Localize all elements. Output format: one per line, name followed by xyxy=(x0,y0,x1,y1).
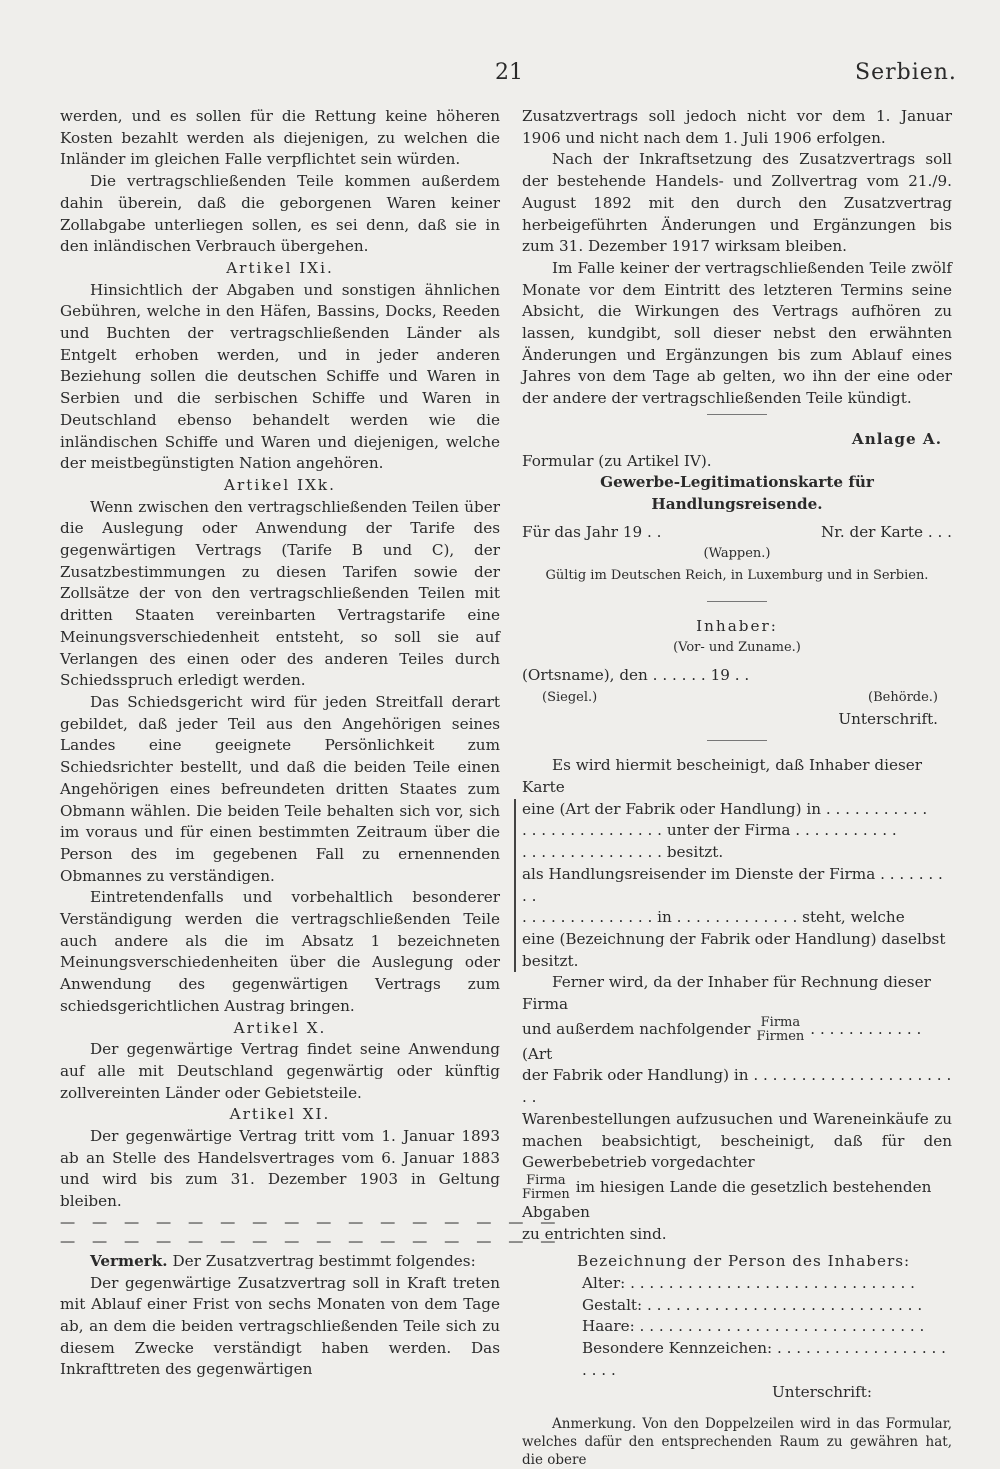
paragraph: zu entrichten sind. xyxy=(522,1224,667,1243)
footnote: Anmerkung. Von den Doppelzeilen wird in das Formular, welches dafür den entsprechenden Raum zu gewähren hat, die obere xyxy=(522,1416,952,1469)
paragraph: werden, und es sollen für die Rettung keine höheren Kosten bezahlt werden als diejenigen, zu welchen die Inländer im gleichen Falle verpflichtet sein würden. xyxy=(60,107,500,169)
article-heading: Artikel XI. xyxy=(229,1105,331,1124)
firm-line xyxy=(522,1016,952,1066)
description-heading: Bezeichnung der Person des Inhabers: xyxy=(577,1252,911,1271)
firm-singular: Firma xyxy=(760,1014,801,1030)
firm-plural: Firmen xyxy=(756,1028,805,1044)
paragraph: Wenn zwischen den vertragschließenden Teilen über die Auslegung oder Anwendung der Tarife des gegenwärtigen Vertrags (Tarife B und C), der Zusatzbestimmungen zu diesen Tarifen sowie der Zollsätze der von den vertragschließenden Teilen mit dritten Staaten vereinbarten Vertragstarife eine Meinungsverschiedenheit entsteht, so soll sie auf Verlangen des einen oder des anderen Teiles durch Schiedsspruch erledigt werden. xyxy=(60,497,500,690)
paragraph: Die vertragschließenden Teile kommen außerdem dahin überein, daß die geborgenen Waren keiner Zollabgabe unterliegen sollen, es sei denn, daß sie in den inländischen Verbrauch übergehen. xyxy=(60,172,500,256)
divider xyxy=(707,740,767,741)
page-header xyxy=(0,60,1000,90)
card-number-field: Nr. der Karte . . . xyxy=(820,522,952,541)
card-title: Gewerbe-Legitimationskarte für Handlungsreisende. xyxy=(600,473,874,513)
coat-of-arms-caption: (Wappen.) xyxy=(703,546,771,562)
firm-alternatives xyxy=(757,1016,805,1044)
fees-text: im hiesigen Lande die gesetzlich bestehenden Abgaben xyxy=(522,1177,932,1221)
article-heading: Artikel IXk. xyxy=(224,475,336,494)
stature-field: Gestalt: . . . . . . . . . . . . . . . . . . . . . . . . . . . . . xyxy=(582,1295,923,1314)
name-caption: (Vor- und Zuname.) xyxy=(673,640,801,656)
paragraph: Eintretendenfalls und vorbehaltlich besonderer Verständigung werden die vertragschließenden Teile auch andere als die im Absatz 1 bezeichneten Meinungsverschiedenheiten über die Auslegung oder Anwendung des gegenwärtigen Vertrags zum schiedsgerichtlichen Austrag bringen. xyxy=(60,888,500,1015)
running-title: Serbien. xyxy=(855,60,957,85)
vermerk-text: Der Zusatzvertrag bestimmt folgendes: xyxy=(172,1251,476,1270)
signature-label: Unterschrift. xyxy=(838,709,938,728)
bracket-group-2 xyxy=(514,864,952,973)
paragraph: Der gegenwärtige Zusatzvertrag soll in Kraft treten mit Ablauf einer Frist von sechs Monaten von dem Tage ab, an dem die beiden vertragschließenden Teile sich zu diesem Zwecke verständigt haben werden. Das Inkrafttreten des gegenwärtigen xyxy=(60,1273,500,1379)
form-line: als Handlungsreisender im Dienste der Firma . . . . . . . . . xyxy=(522,864,943,905)
paragraph: Der gegenwärtige Vertrag tritt vom 1. Januar 1893 ab an Stelle des Handelsvertrages vom 6. Januar 1883 und wird bis zum 31. Dezember 1903 in Geltung bleiben. xyxy=(60,1127,500,1211)
form-line: eine (Art der Fabrik oder Handlung) in . . . . . . . . . . . xyxy=(522,799,928,818)
right-column xyxy=(522,106,952,1469)
marks-field: Besondere Kennzeichen: . . . . . . . . . . . . . . . . . . . . . . xyxy=(582,1339,946,1379)
paragraph: Hinsichtlich der Abgaben und sonstigen ähnlichen Gebühren, welche in den Häfen, Bassins, Docks, Reeden und Buchten der vertragschließenden Länder als Entgelt erhoben werden, und in jeder anderen Beziehung sollen die deutschen Schiffe und Waren in Serbien und die serbischen Schiffe und Waren in Deutschland ebenso behandelt werden wie die inländischen Schiffe und Waren und diejenigen, welche der meistbegünstigten Nation angehören. xyxy=(60,280,500,473)
firm-plural: Firmen xyxy=(522,1186,570,1202)
form-line: . . . . . . . . . . . . . . . unter der Firma . . . . . . . . . . . xyxy=(522,821,897,840)
divider xyxy=(707,414,767,415)
paragraph: Das Schiedsgericht wird für jeden Streitfall derart gebildet, daß jeder Teil aus den Angehörigen seines Landes eine geeignete Persönlichkeit zum Schiedsrichter bestellt, und daß die beiden Teile einen Angehörigen eines befreundeten dritten Staates zum Obmann wählen. Die beiden Teile behalten sich vor, sich im voraus und für einen bestimmten Zeitraum über die Person des im gegebenen Fall zu ernennenden Obmannes zu verständigen. xyxy=(60,692,500,885)
seal-row xyxy=(522,687,952,709)
form-line: . . . . . . . . . . . . . . . besitzt. xyxy=(522,843,724,862)
paragraph: Im Falle keiner der vertragschließenden Teile zwölf Monate vor dem Eintritt des letzteren Termins seine Absicht, die Wirkungen des Vertrags aufhören zu lassen, kundgibt, soll dieser nebst den erwähnten Änderungen und Ergänzungen bis zum Ablauf eines Jahres von dem Tage ab gelten, wo ihn der eine oder der andere der vertragschließenden Teile kündigt. xyxy=(522,258,952,408)
firm-tail: . . . . . . . . . . . . (Art xyxy=(522,1019,922,1063)
form-caption: Formular (zu Artikel IV). xyxy=(522,451,712,470)
form-line: der Fabrik oder Handlung) in . . . . . . . . . . . . . . . . . . . . . . . xyxy=(522,1066,952,1107)
article-heading: Artikel X. xyxy=(233,1018,327,1037)
firm-alternatives xyxy=(522,1174,570,1202)
year-row xyxy=(522,522,952,544)
form-line: . . . . . . . . . . . . . . in . . . . . . . . . . . . . steht, welche xyxy=(522,908,905,927)
seal-caption: (Siegel.) xyxy=(542,689,598,705)
vermerk-label: Vermerk. xyxy=(90,1251,168,1270)
paragraph: Warenbestellungen aufzusuchen und Wareneinkäufe zu machen beabsichtigt, bescheinigt, daß für den Gewerbebetrieb vorgedachter xyxy=(522,1109,952,1172)
paragraph: Zusatzvertrags soll jedoch nicht vor dem 1. Januar 1906 und nicht nach dem 1. Juli 1906 erfolgen. xyxy=(522,107,952,147)
paragraph: Nach der Inkraftsetzung des Zusatzvertrags soll der bestehende Handels- und Zollvertrag vom 21./9. August 1892 mit den durch den Zusatzvertrag herbeigeführten Änderungen und Ergänzungen bis zum 31. Dezember 1917 wirksam bleiben. xyxy=(522,150,952,256)
holder-label: Inhaber: xyxy=(696,616,778,635)
validity-text: Gültig im Deutschen Reich, in Luxemburg und in Serbien. xyxy=(545,568,929,584)
paragraph: Der gegenwärtige Vertrag findet seine Anwendung auf alle mit Deutschland gegenwärtig oder künftig zollvereinten Länder oder Gebietsteile. xyxy=(60,1040,500,1102)
page-number: 21 xyxy=(495,60,523,85)
bracket-group-1 xyxy=(514,799,952,864)
signature-label: Unterschrift: xyxy=(772,1382,872,1401)
year-field: Für das Jahr 19 . . xyxy=(522,522,662,541)
annex-heading: Anlage A. xyxy=(851,429,942,448)
hair-field: Haare: . . . . . . . . . . . . . . . . . . . . . . . . . . . . . . xyxy=(582,1317,925,1336)
paragraph: Ferner wird, da der Inhaber für Rechnung dieser Firma xyxy=(522,973,931,1014)
separator-dashes: — — — — — — — — — — — — — — — — xyxy=(60,1212,562,1231)
firm-singular: Firma xyxy=(526,1172,566,1188)
certification-text: Es wird hiermit bescheinigt, daß Inhaber dieser Karte xyxy=(522,756,922,796)
article-heading: Artikel IXi. xyxy=(226,258,334,277)
divider xyxy=(707,601,767,602)
age-field: Alter: . . . . . . . . . . . . . . . . . . . . . . . . . . . . . . xyxy=(582,1274,915,1293)
form-line: eine (Bezeichnung der Fabrik oder Handlung) daselbst besitzt. xyxy=(522,929,946,970)
vermerk-line xyxy=(60,1251,500,1273)
additional-label: und außerdem nachfolgender xyxy=(522,1019,751,1038)
authority-caption: (Behörde.) xyxy=(868,689,938,705)
firm-line xyxy=(522,1174,952,1224)
separator-dashes: — — — — — — — — — — — — — — — — xyxy=(60,1231,562,1250)
place-date-field: (Ortsname), den . . . . . . 19 . . xyxy=(522,666,750,685)
